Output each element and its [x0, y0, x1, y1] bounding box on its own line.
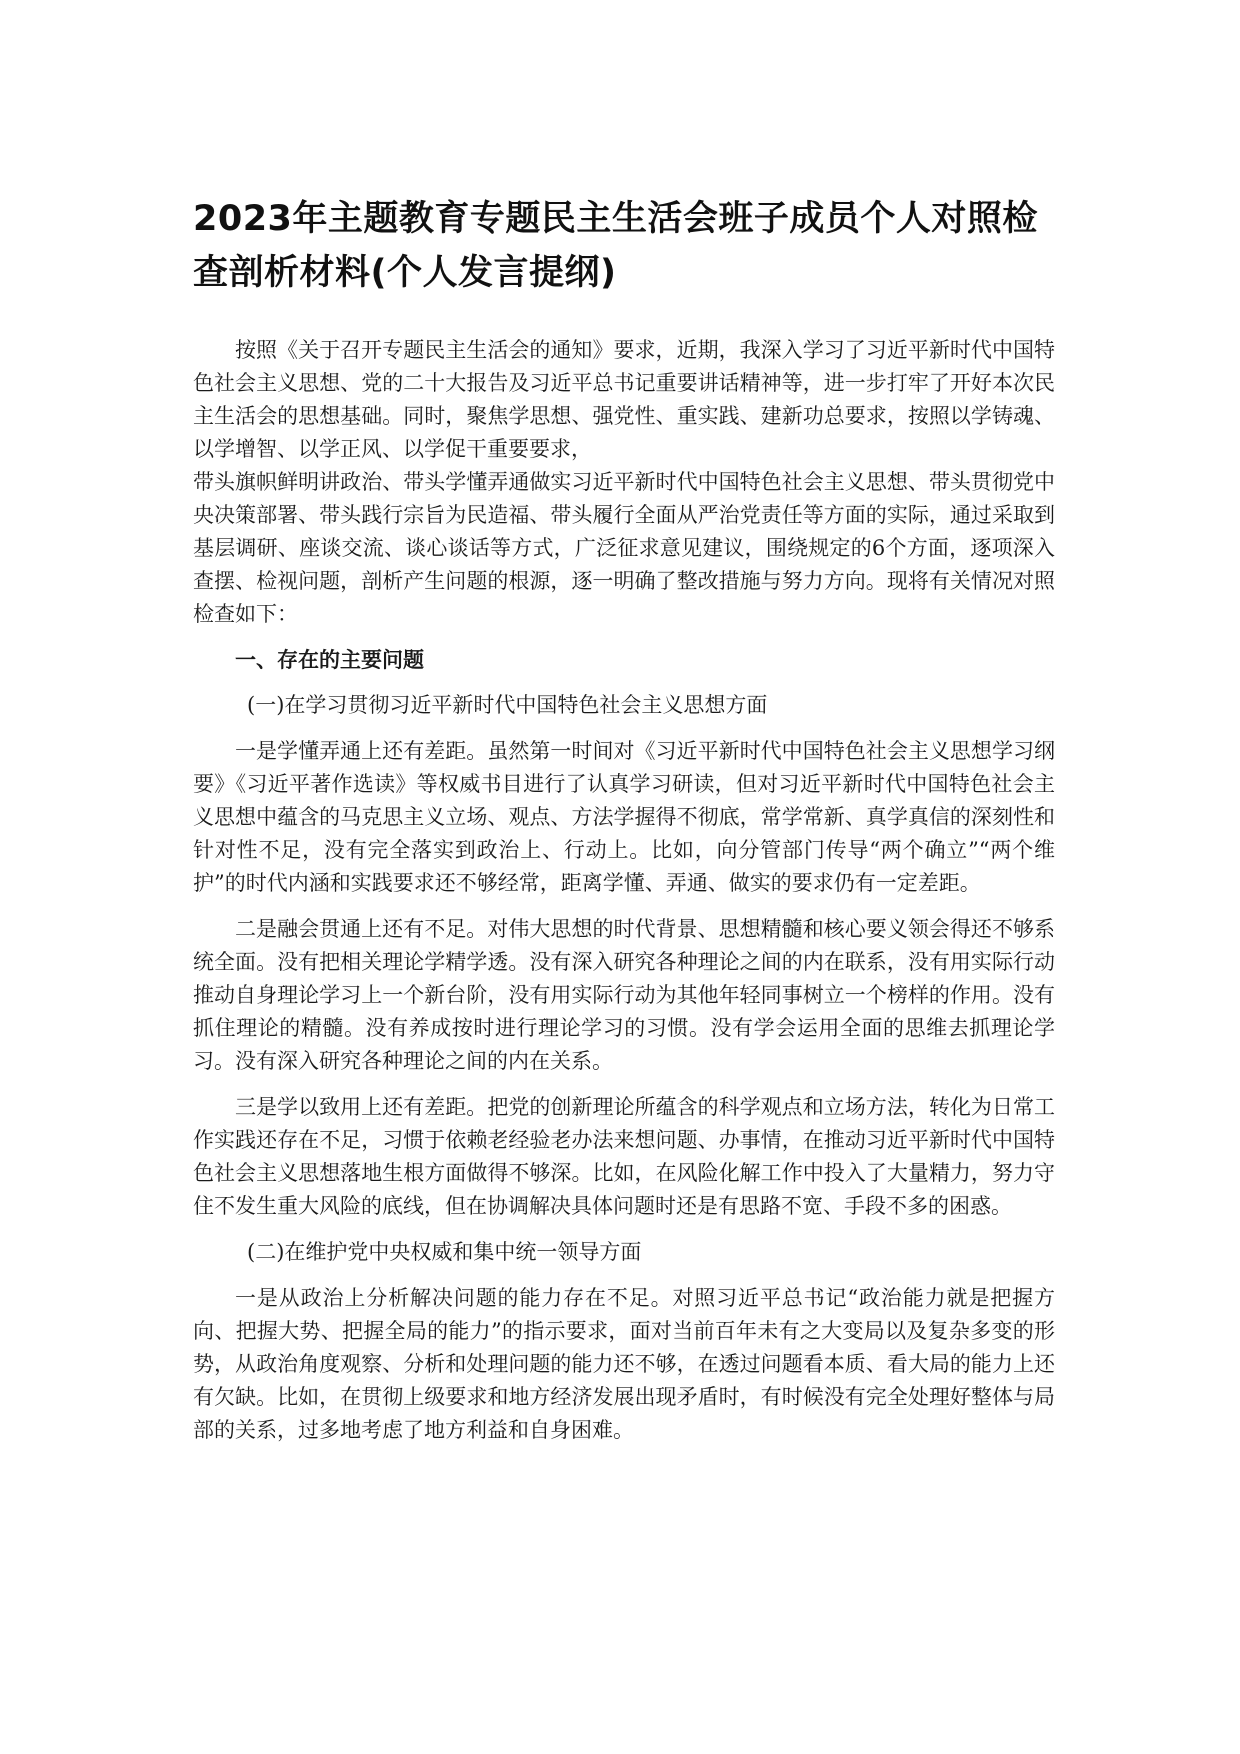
- intro-paragraph-continued: 带头旗帜鲜明讲政治、带头学懂弄通做实习近平新时代中国特色社会主义思想、带头贯彻党中央决策部署、带头践行宗旨为民造福、带头履行全面从严治党责任等方面的实际，通过采取到基层调研、座谈交流、谈心谈话等方式，广泛征求意见建议，围绕规定的6个方面，逐项深入查摆、检视问题，剖析产生问题的根源，逐一明确了整改措施与努力方向。现将有关情况对照检查如下：: [193, 470, 1055, 626]
- subsection-heading-authority: (二)在维护党中央权威和集中统一领导方面: [247, 1240, 642, 1264]
- problem-paragraph-3: 三是学以致用上还有差距。把党的创新理论所蕴含的科学观点和立场方法，转化为日常工作实践还存在不足，习惯于依赖老经验老办法来想问题、办事情，在推动习近平新时代中国特色社会主义思想落地生根方面做得不够深。比如，在风险化解工作中投入了大量精力，努力守住不发生重大风险的底线，但在协调解决具体问题时还是有思路不宽、手段不多的困惑。: [193, 1095, 1055, 1218]
- section-heading-main-problems: 一、存在的主要问题: [235, 648, 424, 672]
- intro-paragraph: 按照《关于召开专题民主生活会的通知》要求，近期，我深入学习了习近平新时代中国特色社会主义思想、党的二十大报告及习近平总书记重要讲话精神等，进一步打牢了开好本次民主生活会的思想基础。同时，聚焦学思想、强党性、重实践、建新功总要求，按照以学铸魂、以学增智、以学正风、以学促干重要要求，: [193, 338, 1055, 461]
- problem-paragraph-1: 一是学懂弄通上还有差距。虽然第一时间对《习近平新时代中国特色社会主义思想学习纲要》《习近平著作选读》等权威书目进行了认真学习研读，但对习近平新时代中国特色社会主义思想中蕴含的马克思主义立场、观点、方法学握得不彻底，常学常新、真学真信的深刻性和针对性不足，没有完全落实到政治上、行动上。比如，向分管部门传导“两个确立”“两个维护”的时代内涵和实践要求还不够经常，距离学懂、弄通、做实的要求仍有一定差距。: [193, 739, 1055, 895]
- subsection-heading-study: (一)在学习贯彻习近平新时代中国特色社会主义思想方面: [247, 693, 768, 717]
- document-title: 2023年主题教育专题民主生活会班子成员个人对照检查剖析材料(个人发言提纲): [193, 199, 1038, 293]
- problem-paragraph-4: 一是从政治上分析解决问题的能力存在不足。对照习近平总书记“政治能力就是把握方向、把握大势、把握全局的能力”的指示要求，面对当前百年未有之大变局以及复杂多变的形势，从政治角度观察、分析和处理问题的能力还不够，在透过问题看本质、看大局的能力上还有欠缺。比如，在贯彻上级要求和地方经济发展出现矛盾时，有时候没有完全处理好整体与局部的关系，过多地考虑了地方利益和自身困难。: [193, 1286, 1055, 1442]
- problem-paragraph-2: 二是融会贯通上还有不足。对伟大思想的时代背景、思想精髓和核心要义领会得还不够系统全面。没有把相关理论学精学透。没有深入研究各种理论之间的内在联系，没有用实际行动推动自身理论学习上一个新台阶，没有用实际行动为其他年轻同事树立一个榜样的作用。没有抓住理论的精髓。没有养成按时进行理论学习的习惯。没有学会运用全面的思维去抓理论学习。没有深入研究各种理论之间的内在关系。: [193, 917, 1055, 1073]
- document-page: [193, 192, 1055, 1447]
